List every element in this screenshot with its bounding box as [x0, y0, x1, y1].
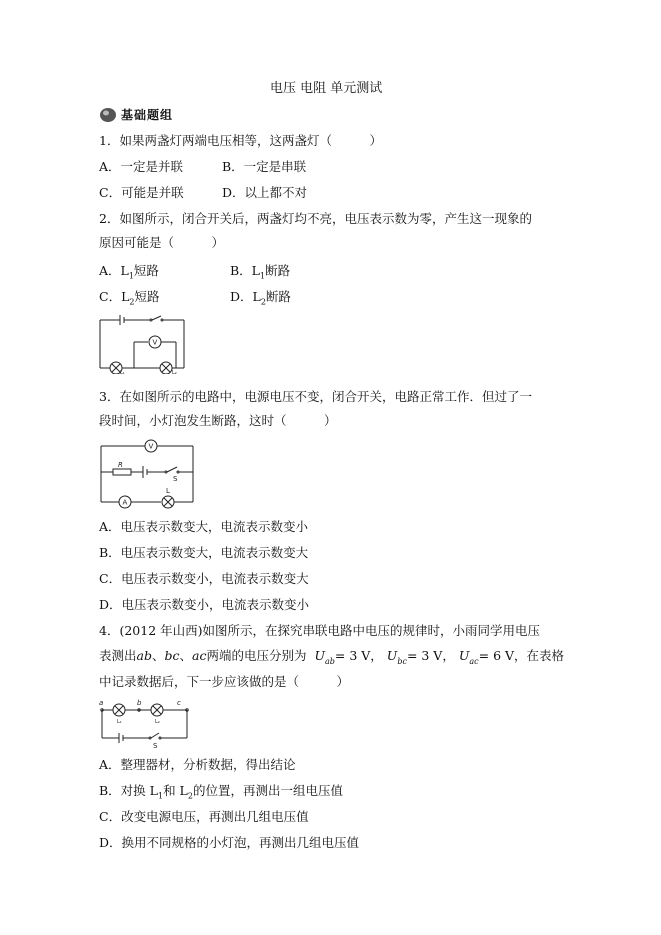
- q3-stem-line1: 3．在如图所示的电路中，电源电压不变，闭合开关，电路正常工作．但过了一: [99, 389, 532, 404]
- q4-point-b: b: [137, 699, 142, 707]
- q3-option-a: A．电压表示数变大，电流表示数变小: [99, 519, 309, 534]
- q2-option-d: D．$L_2$断路: [230, 289, 291, 307]
- q3-circuit-diagram: [99, 434, 197, 510]
- q3-stem-line2: 段时间，小灯泡发生断路，这时（ ）: [99, 413, 337, 428]
- q4-option-b: B．对换 $L_1$和 $L_2$的位置，再测出一组电压值: [99, 783, 343, 801]
- q4-switch-label: S: [153, 742, 158, 750]
- q4-stem-line2: 表测出ab、bc、ac两端的电压分别为 $U_{ab}= 3$ V， $U_{bc}= 3$ V， $U_{ac}= 6$ V，在表格: [99, 648, 565, 666]
- q4-point-c: c: [177, 699, 181, 707]
- q4-stem-line3: 中记录数据后，下一步应该做的是（ ）: [99, 674, 350, 689]
- q3-option-b: B．电压表示数变大，电流表示数变大: [99, 545, 309, 560]
- page-title: 电压 电阻 单元测试: [270, 81, 383, 96]
- q4-lamp1-label: L₁: [117, 719, 122, 725]
- section-header: [99, 107, 173, 123]
- q2-option-b: B．$L_1$断路: [230, 263, 291, 281]
- q4-lamp2-label: L₂: [155, 719, 160, 725]
- q2-stem-line2: 原因可能是（ ）: [99, 235, 225, 250]
- q2-circuit-diagram: [98, 314, 186, 374]
- q2-voltmeter-label: V: [152, 338, 158, 347]
- q4-option-c: C．改变电源电压，再测出几组电压值: [99, 809, 309, 824]
- q3-lamp-label: L: [166, 487, 170, 495]
- q3-ammeter-label: A: [122, 498, 128, 507]
- q4-option-a: A．整理器材，分析数据，得出结论: [99, 757, 296, 772]
- q1-option-a: A．一定是并联: [99, 159, 184, 174]
- q3-voltmeter-label: V: [148, 442, 154, 451]
- q1-option-c: C．可能是并联: [99, 185, 184, 200]
- q4-option-d: D．换用不同规格的小灯泡，再测出几组电压值: [99, 835, 360, 850]
- section-label: 基础题组: [121, 108, 174, 122]
- q3-option-c: C．电压表示数变小，电流表示数变大: [99, 571, 309, 586]
- q3-resistor-label: R: [118, 461, 123, 469]
- q1-option-d: D．以上都不对: [222, 185, 308, 200]
- q3-option-d: D．电压表示数变小，电流表示数变小: [99, 597, 310, 612]
- q2-lamp2-label: L₂: [172, 370, 177, 374]
- q4-stem-line1: 4．(2012 年山西)如图所示，在探究串联电路中电压的规律时，小雨同学用电压: [99, 623, 540, 638]
- q1-option-b: B．一定是串联: [222, 159, 307, 174]
- section-bullet-icon: [99, 107, 117, 123]
- q3-switch-label: S: [173, 475, 178, 483]
- q1-stem: 1．如果两盏灯两端电压相等，这两盏灯（ ）: [99, 133, 382, 148]
- q2-stem-line1: 2．如图所示，闭合开关后，两盏灯均不亮，电压表示数为零，产生这一现象的: [99, 211, 532, 226]
- q4-point-a: a: [99, 699, 104, 707]
- q2-option-c: C．$L_2$短路: [99, 289, 160, 307]
- q4-circuit-diagram: [99, 698, 191, 750]
- q2-option-a: A．$L_1$短路: [99, 263, 159, 281]
- q2-lamp1-label: L₁: [120, 370, 125, 374]
